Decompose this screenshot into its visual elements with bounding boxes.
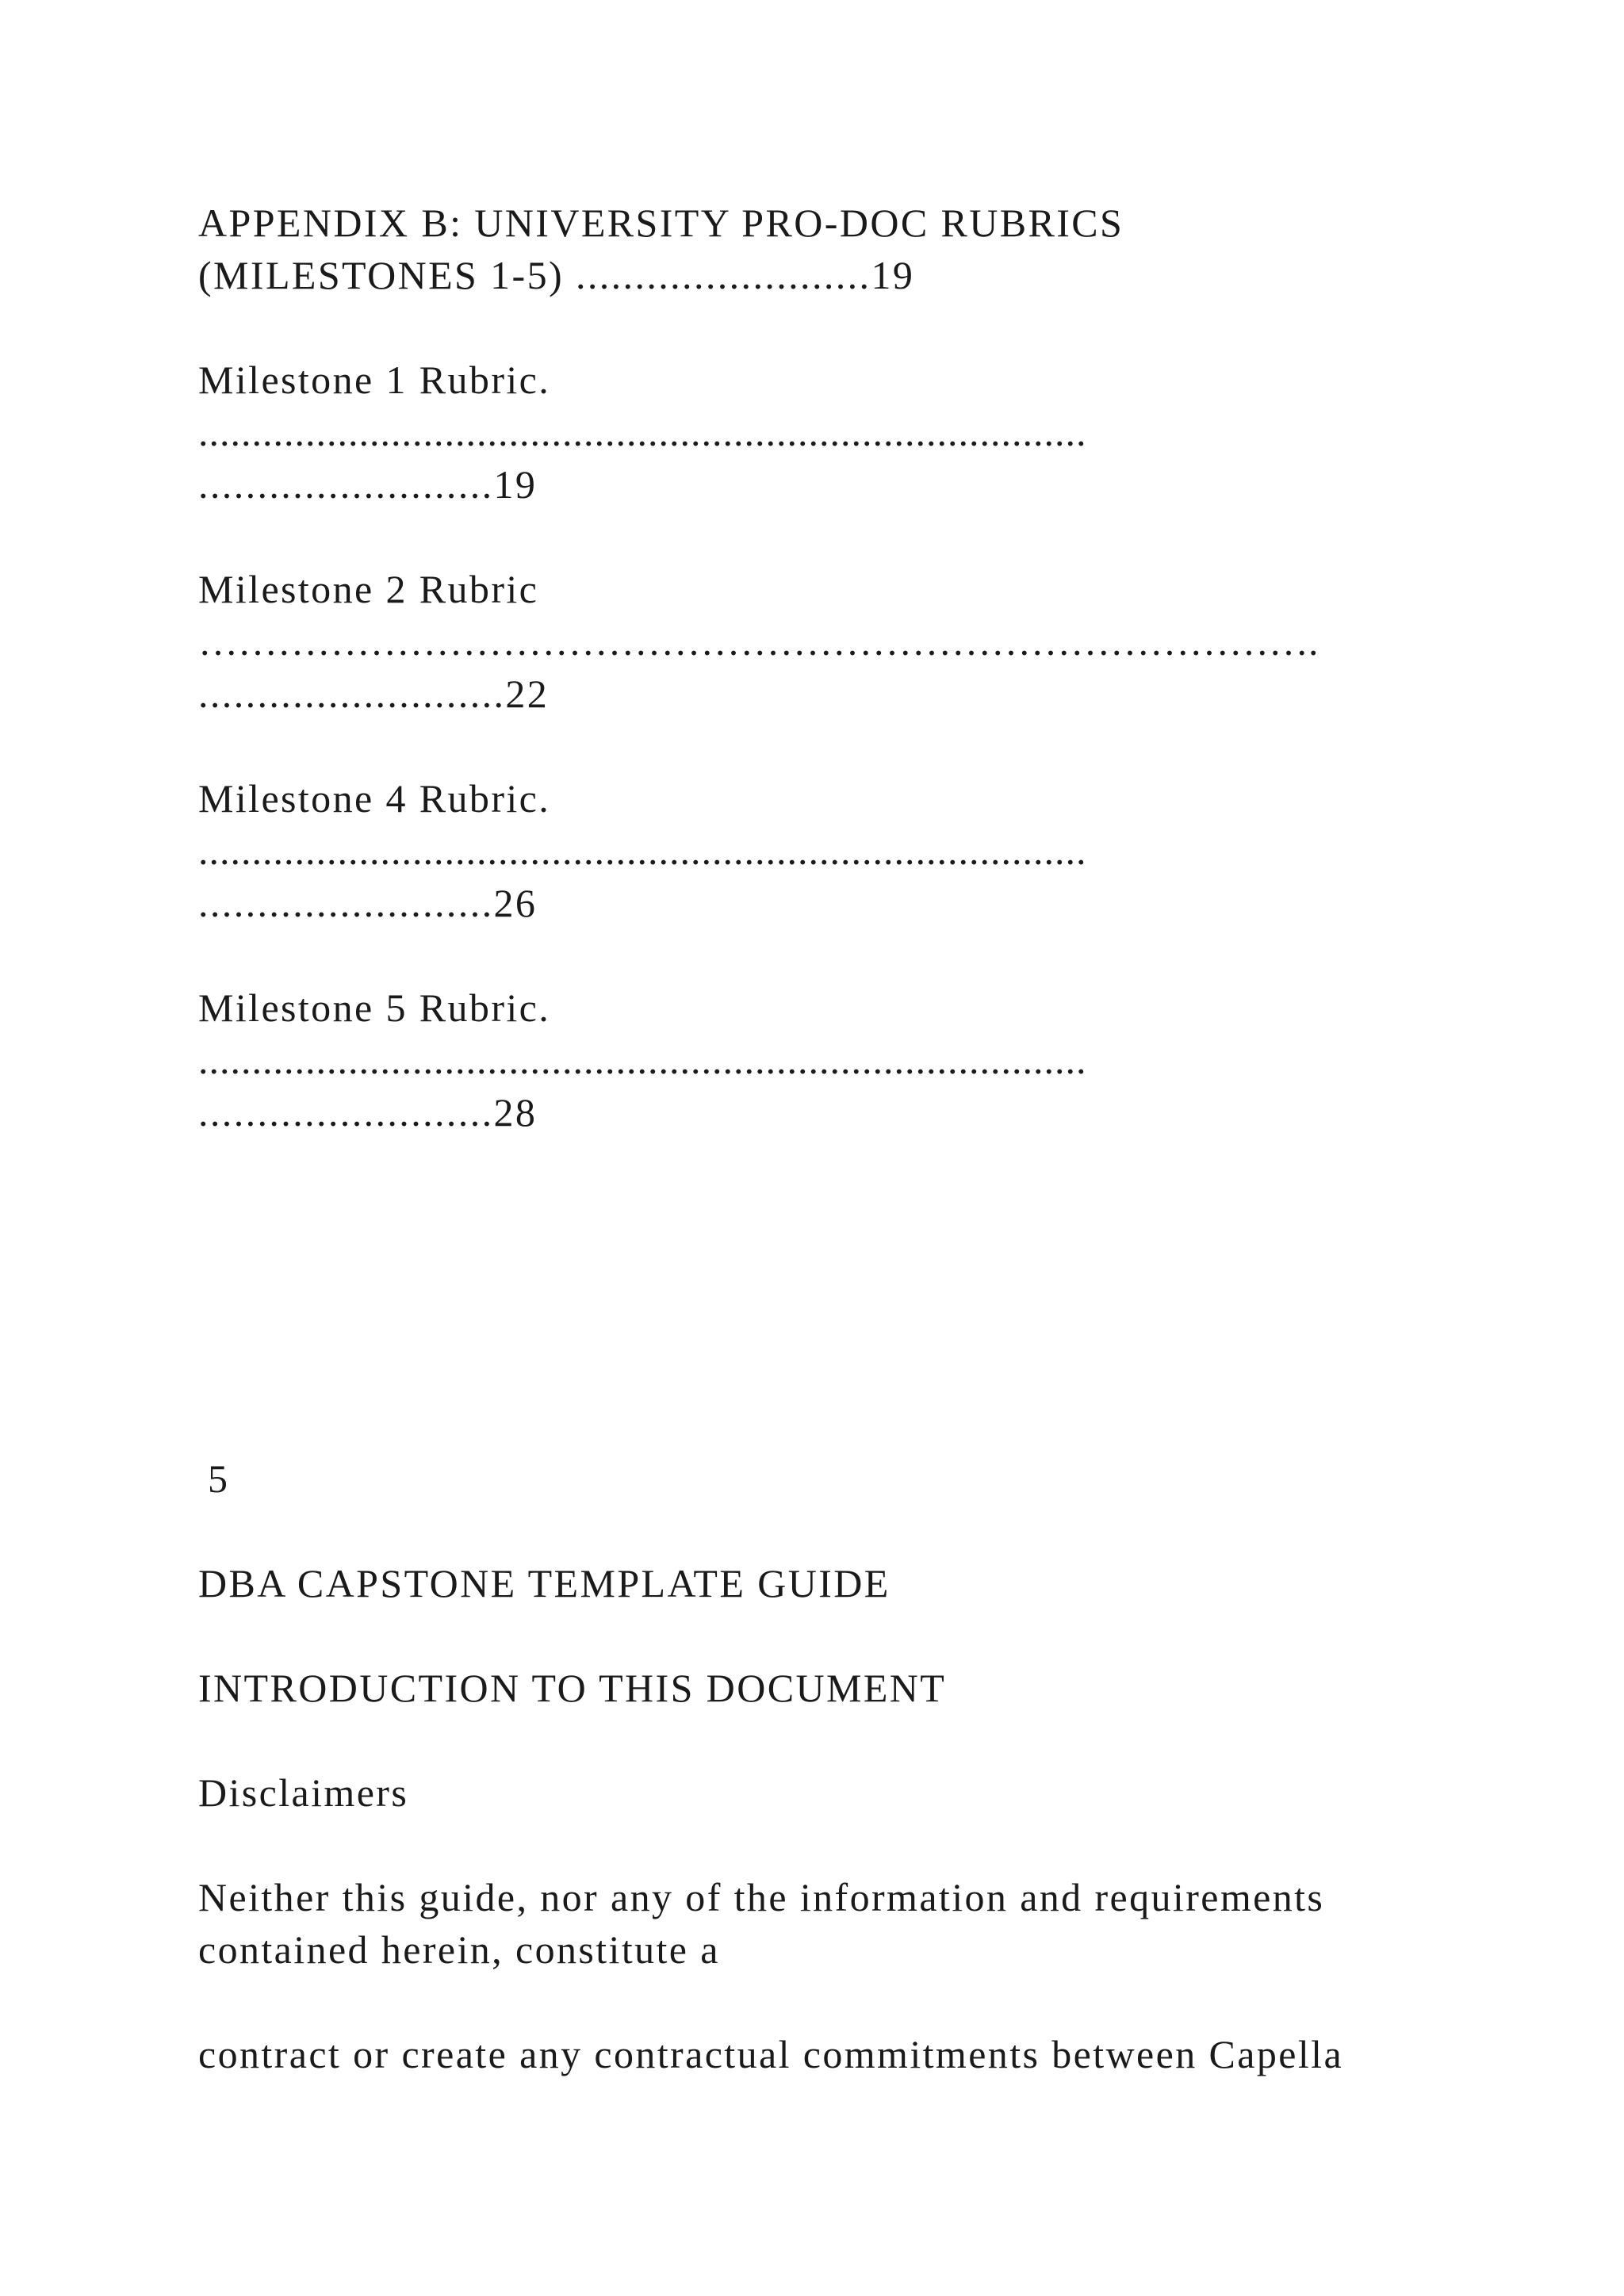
toc-milestone5-page: .........................28 xyxy=(198,1090,538,1135)
toc-milestone4-title: Milestone 4 Rubric. xyxy=(198,776,551,821)
toc-milestone1-title: Milestone 1 Rubric. xyxy=(198,358,551,402)
body-paragraph-line1: Neither this guide, nor any of the information and requirements xyxy=(198,1875,1325,1919)
body-paragraph-line3: contract or create any contractual commitments between Capella xyxy=(198,2032,1344,2076)
toc-milestone4-page: .........................26 xyxy=(198,881,538,925)
toc-milestone2-title: Milestone 2 Rubric xyxy=(198,567,539,611)
toc-milestone2-dots: …………………………………………………………………………. xyxy=(198,619,1319,664)
toc-milestone2-page: ..........................22 xyxy=(198,672,550,716)
subheading-disclaimers: Disclaimers xyxy=(198,1770,409,1815)
toc-appendix-b-line2: (MILESTONES 1-5) .........................19 xyxy=(198,253,915,297)
section-heading: INTRODUCTION TO THIS DOCUMENT xyxy=(198,1666,947,1710)
toc-milestone1-dots: ................................................................................... xyxy=(198,410,1087,454)
toc-milestone5-title: Milestone 5 Rubric. xyxy=(198,985,551,1030)
toc-milestone4-dots: ................................................................................... xyxy=(198,828,1087,873)
toc-milestone5-dots: ................................................................................... xyxy=(198,1038,1087,1082)
body-paragraph-line2: contained herein, constitute a xyxy=(198,1927,720,1972)
toc-appendix-b-line1: APPENDIX B: UNIVERSITY PRO-DOC RUBRICS xyxy=(198,201,1124,245)
page-number: 5 xyxy=(208,1456,230,1501)
running-header: DBA CAPSTONE TEMPLATE GUIDE xyxy=(198,1561,891,1605)
toc-milestone1-page: .........................19 xyxy=(198,462,538,507)
